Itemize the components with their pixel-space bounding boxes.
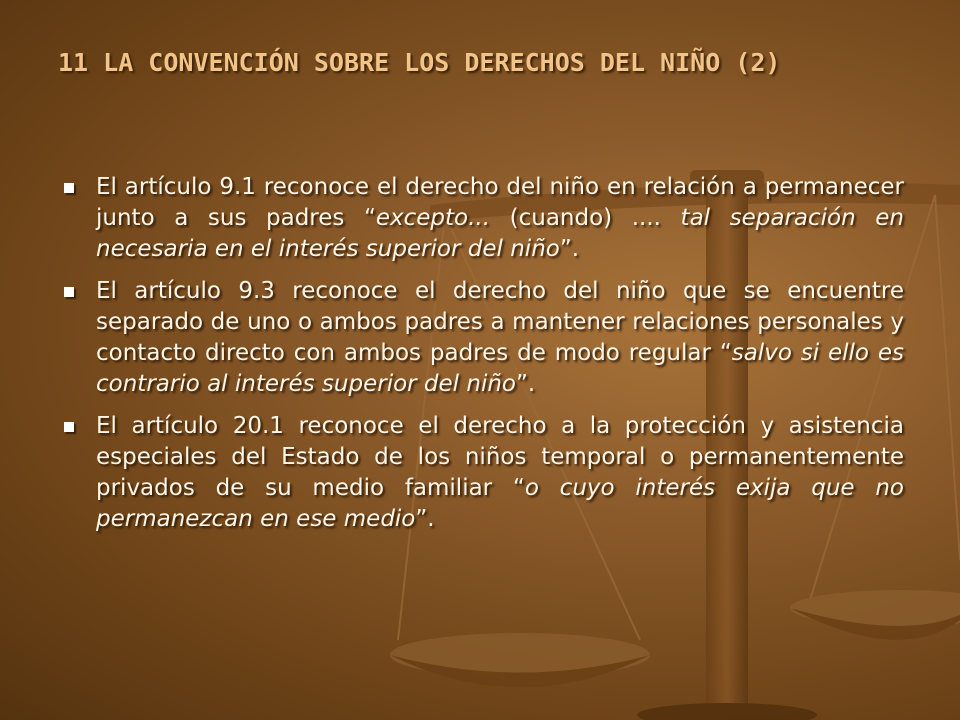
square-bullet-icon [64,183,74,193]
bullet-list [58,172,904,546]
bullet-item: El artículo 20.1 reconoce el derecho a la protección y asistencia especiales del Estado de los niños temporal o permanentemente privados de su medio familiar “o cuyo interés exija que no permanezcan en ese medio”. [58,411,904,535]
slide-title: 11 LA CONVENCIÓN SOBRE LOS DERECHOS DEL NIÑO (2) [58,48,781,77]
square-bullet-icon [64,422,74,432]
bullet-item: El artículo 9.3 reconoce el derecho del niño que se encuentre separado de uno o ambos padres a mantener relaciones personales y contacto directo con ambos padres de modo regular “salvo si ello es contrario al interés superior del niño”. [58,276,904,400]
square-bullet-icon [64,287,74,297]
bullet-item: El artículo 9.1 reconoce el derecho del niño en relación a permanecer junto a sus padres “excepto... (cuando) .... tal separación en necesaria en el interés superior del niño”. [58,172,904,265]
